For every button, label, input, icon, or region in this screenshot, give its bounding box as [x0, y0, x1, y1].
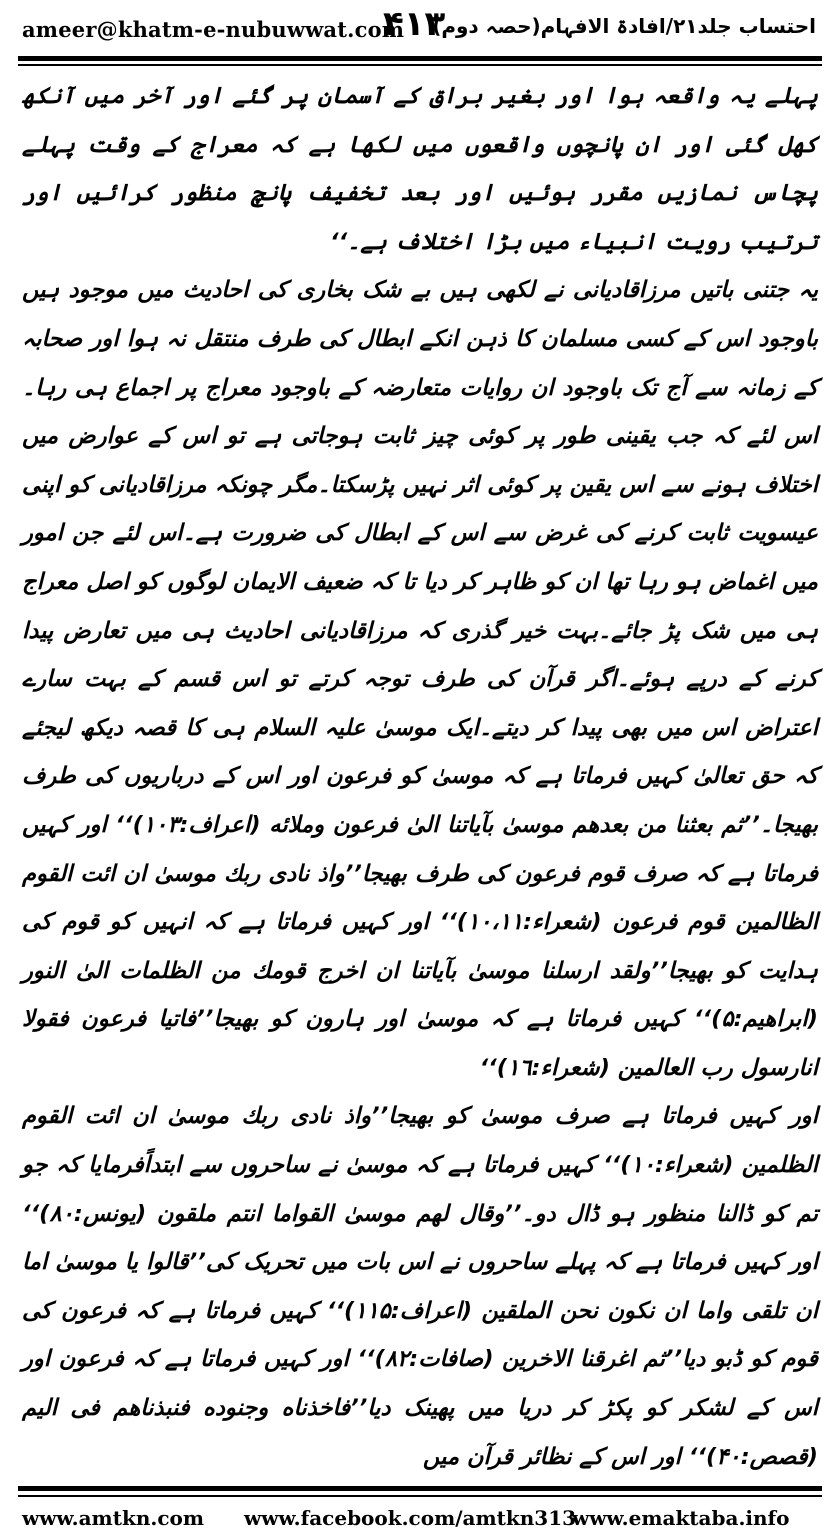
paragraph-1: پہلے یہ واقعہ ہوا اور بغیر براق کے آسمان پر گئے اور آخر میں آنکھ کھل گئی اور ان پانچوں واقعوں میں لکھا ہے کہ معراج کے وقت پہلے پچاس نمازیں مقرر ہوئیں اور بعد تخفیف پانچ منظور کرائیں اور ترتیب رویت انبیاء میں بڑا اختلاف ہے۔‘‘ — [22, 83, 818, 255]
footer-rule-thin — [18, 1495, 822, 1497]
header-rule-thick — [18, 56, 822, 61]
footer-link-emaktaba[interactable]: www.emaktaba.info — [572, 1506, 790, 1530]
footer-link-amtkn[interactable]: www.amtkn.com — [22, 1506, 205, 1530]
footer-rule-thick — [18, 1486, 822, 1491]
book-title: احتساب جلد۲۱/افادۃ الافہام(حصہ دوم) — [432, 14, 816, 38]
paragraph-3: اور کہیں فرماتا ہے صرف موسیٰ کو بھیجا’’واذ نادی ربك موسیٰ ان ائت القوم الظلمین (شعراء:۱۰)‘‘ کہیں فرماتا ہے کہ موسیٰ نے ساحروں سے ابتداًفرمایا کہ جو تم کو ڈالنا منظور ہو ڈال دو۔’’وقال لهم موسیٰ القواما انتم ملقون (یونس:۸۰)‘‘ اور کہیں فرماتا ہے کہ پہلے ساحروں نے اس بات میں تحریک کی’’قالوا یا موسیٰ اما ان تلقی واما ان نکون نحن الملقین (اعراف:۱۱۵)‘‘ کہیں فرماتا ہے کہ فرعون کی قوم کو ڈبو دیا’’ثم اغرقنا الاخرین (صافات:۸۲)‘‘ اور کہیں فرماتا ہے کہ فرعون اور اس کے لشکر کو پکڑ کر دریا میں پھینک دیا’’فاخذناه وجنوده فنبذناهم فی الیم (قصص:۴۰)‘‘ اور اس کے نظائر قرآن میں — [22, 1103, 818, 1470]
page-body — [22, 72, 819, 1470]
page-footer — [0, 1498, 840, 1540]
header-rule-thin — [18, 64, 822, 66]
header-email: ameer@khatm-e-nubuwwat.com — [22, 17, 405, 42]
footer-link-facebook[interactable]: www.facebook.com/amtkn313 — [244, 1506, 577, 1530]
page-number: ۴۱۳ — [383, 4, 446, 44]
page-header — [0, 0, 840, 56]
paragraph-2: یہ جتنی باتیں مرزاقادیانی نے لکھی ہیں بے شک بخاری کی احادیث میں موجود ہیں باوجود اس کے کسی مسلمان کا ذہن انکے ابطال کی طرف منتقل نہ ہوا اور صحابہ کے زمانہ سے آج تک باوجود ان روایات متعارضہ کے باوجود معراج پر اجماع ہی رہا۔اس لئے کہ جب یقینی طور پر کوئی چیز ثابت ہوجاتی ہے تو اس کے عوارض میں اختلاف ہونے سے اس یقین پر کوئی اثر نہیں پڑسکتا۔مگر چونکہ مرزاقادیانی کو اپنی عیسویت ثابت کرنے کی غرض سے اس کے ابطال کی ضرورت ہے۔اس لئے جن امور میں اغماض ہو رہا تھا ان کو ظاہر کر دیا تا کہ ضعیف الایمان لوگوں کو اصل معراج ہی میں شک پڑ جائے۔بہت خیر گذری کہ مرزاقادیانی احادیث ہی میں تعارض پیدا کرنے کے درپے ہوئے۔اگر قرآن کی طرف توجہ کرتے تو اس قسم کے بہت سارے اعتراض اس میں بھی پیدا کر دیتے۔ایک موسیٰ علیہ السلام ہی کا قصہ دیکھ لیجئے کہ حق تعالیٰ کہیں فرماتا ہے کہ موسیٰ کو فرعون اور اس کے درباریوں کی طرف بھیجا۔’’ثم بعثنا من بعدهم موسیٰ بآیاتنا الیٰ فرعون وملائه (اعراف:۱۰۳)‘‘ اور کہیں فرماتا ہے کہ صرف قوم فرعون کی طرف بھیجا’’واذ نادی ربك موسیٰ ان ائت القوم الظالمین قوم فرعون (شعراء:۱۰،۱۱)‘‘ اور کہیں فرماتا ہے کہ انہیں کو قوم کی ہدایت کو بھیجا’’ولقد ارسلنا موسیٰ بآیاتنا ان اخرج قومك من الظلمات الیٰ النور (ابراهیم:۵)‘‘ کہیں فرماتا ہے کہ موسیٰ اور ہارون کو بھیجا’’فاتیا فرعون فقولا انارسول رب العالمین (شعراء:۱٦)‘‘ — [22, 277, 819, 1081]
